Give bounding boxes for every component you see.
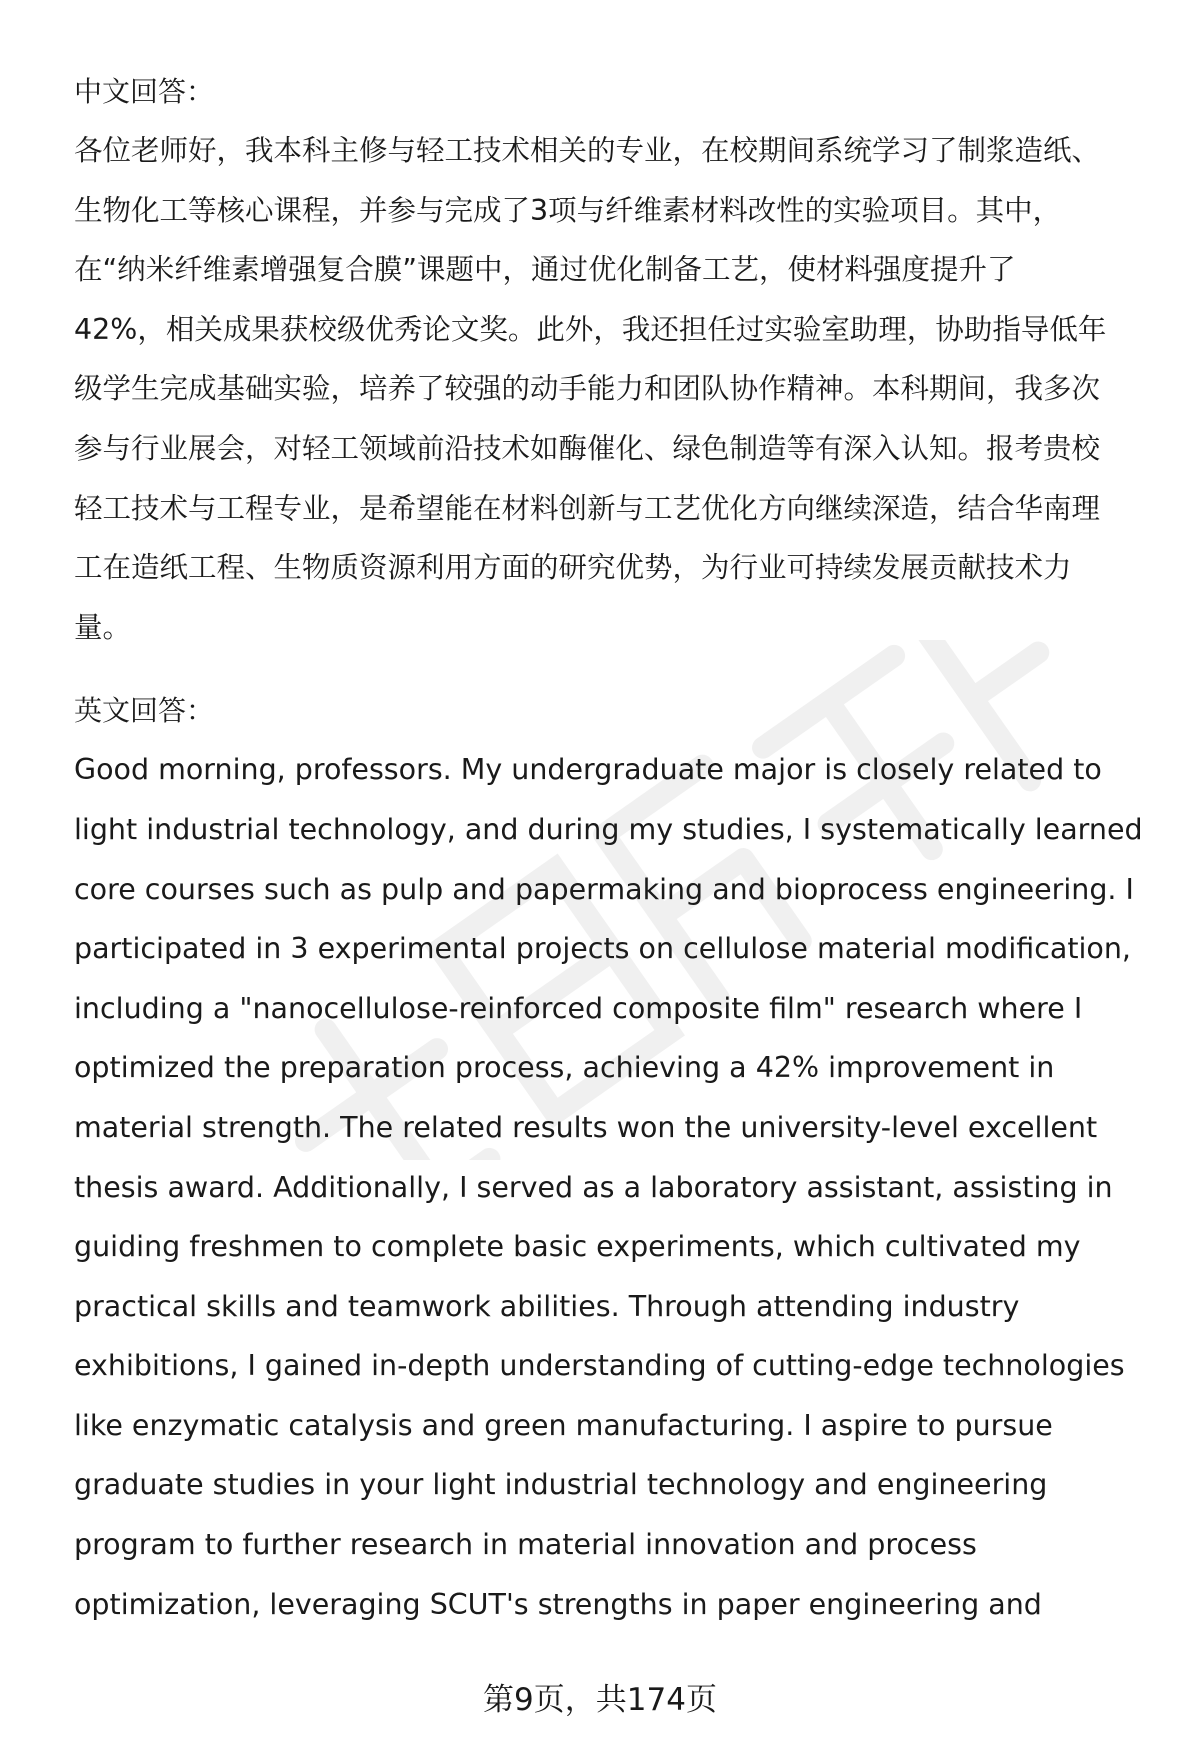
- en-answer-line: program to further research in material innovation and process: [74, 1528, 977, 1562]
- en-answer-line: core courses such as pulp and papermaking and bioprocess engineering. I: [74, 872, 1134, 906]
- en-answer-line: practical skills and teamwork abilities. Through attending industry: [74, 1289, 1020, 1323]
- en-answer-line: guiding freshmen to complete basic experiments, which cultivated my: [74, 1230, 1081, 1264]
- cn-answer-line: 参与行业展会，对轻工领域前沿技术如酶催化、绿色制造等有深入认知。报考贵校: [74, 431, 1101, 465]
- en-answer-heading: 英文回答：: [74, 694, 215, 728]
- cn-answer-line: 级学生完成基础实验，培养了较强的动手能力和团队协作精神。本科期间，我多次: [74, 372, 1101, 406]
- en-answer-line: participated in 3 experimental projects on cellulose material modification,: [74, 932, 1131, 966]
- cn-answer-body: [74, 121, 1144, 657]
- cn-answer-line: 在“纳米纤维素增强复合膜”课题中，通过优化制备工艺，使材料强度提升了: [74, 253, 1016, 287]
- content-area: [74, 62, 1144, 1634]
- en-answer-line: including a "nanocellulose-reinforced composite film" research where I: [74, 991, 1083, 1025]
- cn-answer-line: 工在造纸工程、生物质资源利用方面的研究优势，为行业可持续发展贡献技术力: [74, 551, 1072, 585]
- page-number: 第9页，共174页: [483, 1682, 717, 1718]
- cn-answer-line: 42%，相关成果获校级优秀论文奖。此外，我还担任过实验室助理，协助指导低年: [74, 312, 1107, 346]
- cn-answer-line: 各位老师好，我本科主修与轻工技术相关的专业，在校期间系统学习了制浆造纸、: [74, 134, 1101, 167]
- en-answer-line: Good morning, professors. My undergraduate major is closely related to: [74, 753, 1102, 787]
- en-answer-line: optimization, leveraging SCUT's strengths in paper engineering and: [74, 1587, 1042, 1621]
- cn-answer-heading: 中文回答：: [74, 75, 215, 108]
- en-answer-line: graduate studies in your light industrial technology and engineering: [74, 1468, 1048, 1502]
- cn-answer-line: 生物化工等核心课程，并参与完成了3项与纤维素材料改性的实验项目。其中，: [74, 193, 1062, 227]
- cn-answer-line: 轻工技术与工程专业，是希望能在材料创新与工艺优化方向继续深造，结合华南理: [74, 491, 1101, 525]
- cn-answer-line: 量。: [74, 610, 132, 644]
- en-answer-line: optimized the preparation process, achieving a 42% improvement in: [74, 1051, 1055, 1085]
- en-answer-line: like enzymatic catalysis and green manufacturing. I aspire to pursue: [74, 1408, 1053, 1442]
- en-answer-line: exhibitions, I gained in-depth understanding of cutting-edge technologies: [74, 1349, 1125, 1383]
- en-answer-line: material strength. The related results won the university-level excellent: [74, 1110, 1098, 1144]
- en-answer-body: [74, 740, 1144, 1634]
- en-answer-line: thesis award. Additionally, I served as a laboratory assistant, assisting in: [74, 1170, 1113, 1204]
- section-gap: [74, 657, 1144, 681]
- en-answer-line: light industrial technology, and during my studies, I systematically learned: [74, 812, 1143, 846]
